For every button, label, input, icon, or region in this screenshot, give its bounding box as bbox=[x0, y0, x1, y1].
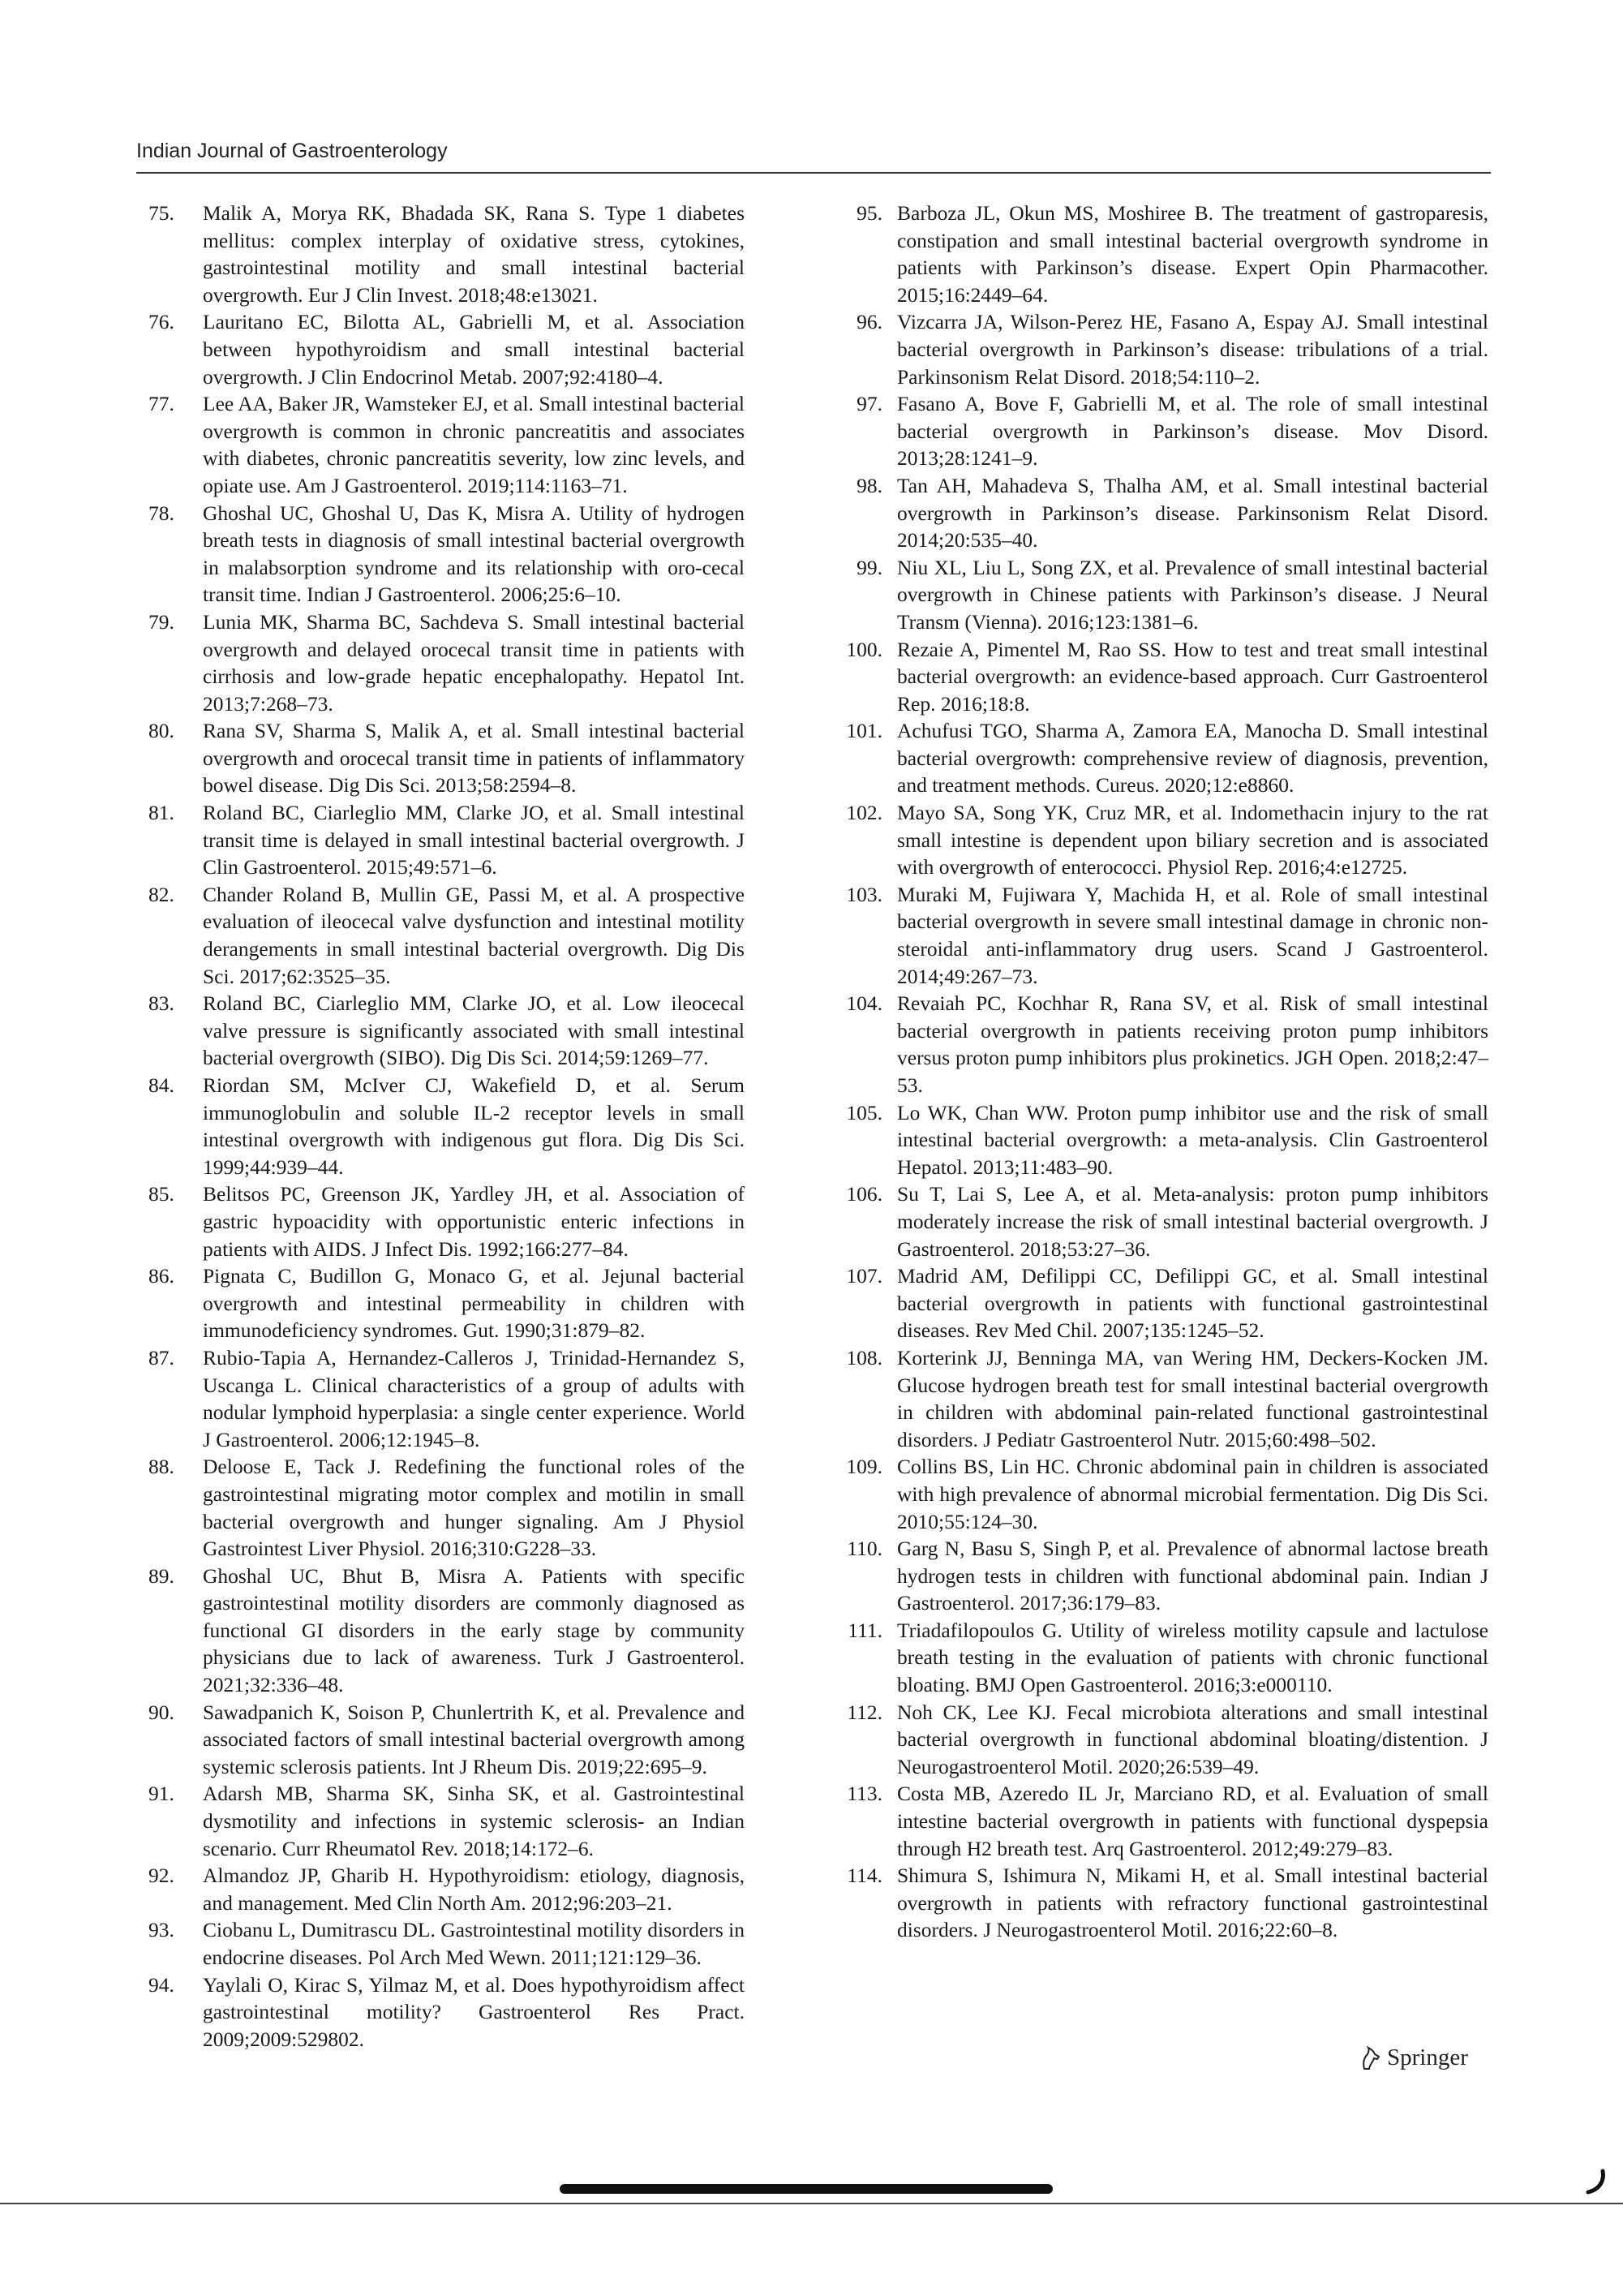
reference-item bbox=[844, 1099, 1488, 1181]
references-right-column bbox=[844, 200, 1488, 1944]
reference-item bbox=[148, 1862, 745, 1916]
reference-text: Sawadpanich K, Soison P, Chunlertrith K, et al. Prevalence and associated factors of small intestinal bacterial overgrowth among systemic sclerosis patients. Int J Rheum Dis. 2019;22:695–9. bbox=[203, 1700, 745, 1778]
reference-item bbox=[148, 1916, 745, 1971]
reference-item bbox=[844, 881, 1488, 990]
reference-number: 76. bbox=[148, 310, 174, 334]
reference-item bbox=[844, 1699, 1488, 1781]
reference-number: 82. bbox=[148, 882, 174, 906]
reference-text: Belitsos PC, Greenson JK, Yardley JH, et al. Association of gastric hypoacidity with opportunistic enteric infections in patients with AIDS. J Infect Dis. 1992;166:277–84. bbox=[203, 1182, 745, 1261]
reference-number: 106. bbox=[846, 1182, 882, 1206]
back-gesture-icon[interactable] bbox=[1583, 2168, 1609, 2197]
reference-text: Lunia MK, Sharma BC, Sachdeva S. Small intestinal bacterial overgrowth and delayed orocecal transit time in patients with cirrhosis and low-grade hepatic encephalopathy. Hepatol Int. 2013;7:268–73. bbox=[203, 609, 745, 716]
reference-number: 111. bbox=[848, 1618, 882, 1642]
reference-text: Garg N, Basu S, Singh P, et al. Prevalence of abnormal lactose breath hydrogen tests in children with functional abdominal pain. Indian J Gastroenterol. 2017;36:179–83. bbox=[897, 1537, 1488, 1615]
reference-text: Shimura S, Ishimura N, Mikami H, et al. Small intestinal bacterial overgrowth in patients with refractory functional gastrointestinal disorders. J Neurogastroenterol Motil. 2016;22:60–8. bbox=[897, 1864, 1488, 1942]
reference-item bbox=[148, 1072, 745, 1180]
reference-item bbox=[844, 990, 1488, 1099]
reference-number: 92. bbox=[148, 1864, 174, 1888]
reference-text: Almandoz JP, Gharib H. Hypothyroidism: etiology, diagnosis, and management. Med Clin North Am. 2012;96:203–21. bbox=[203, 1864, 745, 1915]
reference-text: Lauritano EC, Bilotta AL, Gabrielli M, et al. Association between hypothyroidism and small intestinal bacterial overgrowth. J Clin Endocrinol Metab. 2007;92:4180–4. bbox=[203, 310, 745, 389]
reference-text: Lo WK, Chan WW. Proton pump inhibitor use and the risk of small intestinal bacterial overgrowth: a meta-analysis. Clin Gastroenterol Hepatol. 2013;11:483–90. bbox=[897, 1100, 1488, 1179]
reference-text: Revaiah PC, Kochhar R, Rana SV, et al. Risk of small intestinal bacterial overgrowth in patients receiving proton pump inhibitors versus proton pump inhibitors plus prokinetics. JGH Open. 2018;2:47–53. bbox=[897, 991, 1488, 1097]
reference-text: Roland BC, Ciarleglio MM, Clarke JO, et al. Low ileocecal valve pressure is significantly associated with small intestinal bacterial overgrowth (SIBO). Dig Dis Sci. 2014;59:1269–77. bbox=[203, 991, 745, 1070]
publisher-logo bbox=[1359, 2044, 1468, 2071]
reference-item bbox=[148, 1971, 745, 2053]
reference-text: Niu XL, Liu L, Song ZX, et al. Prevalence of small intestinal bacterial overgrowth in Chinese patients with Parkinson’s disease. J Neural Transm (Vienna). 2016;123:1381–6. bbox=[897, 555, 1488, 634]
reference-item bbox=[844, 1535, 1488, 1617]
reference-text: Noh CK, Lee KJ. Fecal microbiota alterations and small intestinal bacterial overgrowth in functional abdominal bloating/distention. J Neurogastroenterol Motil. 2020;26:539–49. bbox=[897, 1700, 1488, 1778]
reference-number: 107. bbox=[846, 1264, 882, 1288]
reference-text: Madrid AM, Defilippi CC, Defilippi GC, et al. Small intestinal bacterial overgrowth in patients with functional gastrointestinal diseases. Rev Med Chil. 2007;135:1245–52. bbox=[897, 1264, 1488, 1343]
home-indicator-bar[interactable] bbox=[560, 2184, 1053, 2194]
reference-number: 80. bbox=[148, 719, 174, 743]
reference-text: Rezaie A, Pimentel M, Rao SS. How to test and treat small intestinal bacterial overgrowth: an evidence-based approach. Curr Gastroenterol Rep. 2016;18:8. bbox=[897, 637, 1488, 716]
reference-text: Costa MB, Azeredo IL Jr, Marciano RD, et al. Evaluation of small intestine bacterial overgrowth in patients with functional dyspepsia through H2 breath test. Arq Gastroenterol. 2012;49:279–83. bbox=[897, 1782, 1488, 1860]
reference-item bbox=[148, 990, 745, 1072]
reference-number: 86. bbox=[148, 1264, 174, 1288]
reference-number: 114. bbox=[847, 1864, 882, 1888]
reference-text: Lee AA, Baker JR, Wamsteker EJ, et al. Small intestinal bacterial overgrowth is common in chronic pancreatitis and associates with diabetes, chronic pancreatitis severity, low zinc levels, and opiate use. Am J Gastroenterol. 2019;114:1163–71. bbox=[203, 392, 745, 497]
reference-text: Pignata C, Budillon G, Monaco G, et al. Jejunal bacterial overgrowth and intestinal permeability in children with immunodeficiency syndromes. Gut. 1990;31:879–82. bbox=[203, 1264, 745, 1343]
reference-number: 97. bbox=[857, 392, 882, 416]
reference-text: Malik A, Morya RK, Bhadada SK, Rana S. Type 1 diabetes mellitus: complex interplay of oxidative stress, cytokines, gastrointestinal motility and small intestinal bacterial overgrowth. Eur J Clin Invest. 2018;48:e13021. bbox=[203, 201, 745, 307]
reference-item bbox=[148, 717, 745, 799]
reference-number: 90. bbox=[148, 1700, 174, 1724]
reference-text: Collins BS, Lin HC. Chronic abdominal pain in children is associated with high prevalence of abnormal microbial fermentation. Dig Dis Sci. 2010;55:124–30. bbox=[897, 1455, 1488, 1533]
reference-number: 89. bbox=[148, 1563, 174, 1588]
reference-item bbox=[844, 1617, 1488, 1699]
reference-number: 94. bbox=[148, 1972, 174, 1997]
reference-item bbox=[148, 1563, 745, 1699]
reference-text: Ciobanu L, Dumitrascu DL. Gastrointestinal motility disorders in endocrine diseases. Pol Arch Med Wewn. 2011;121:129–36. bbox=[203, 1918, 745, 1969]
reference-item bbox=[844, 554, 1488, 636]
reference-text: Ghoshal UC, Ghoshal U, Das K, Misra A. Utility of hydrogen breath tests in diagnosis of small intestinal bacterial overgrowth in malabsorption syndrome and its relationship with oro-cecal transit time. Indian J Gastroenterol. 2006;25:6–10. bbox=[203, 501, 745, 607]
reference-number: 96. bbox=[857, 310, 882, 334]
reference-number: 101. bbox=[846, 719, 882, 743]
reference-text: Rubio-Tapia A, Hernandez-Calleros J, Trinidad-Hernandez S, Uscanga L. Clinical characteristics of a group of adults with nodular lymphoid hyperplasia: a single center experience. World J Gastroenterol. 2006;12:1945–8. bbox=[203, 1345, 745, 1451]
reference-item bbox=[148, 1180, 745, 1262]
reference-number: 100. bbox=[846, 637, 882, 661]
reference-item bbox=[844, 1862, 1488, 1944]
reference-number: 113. bbox=[847, 1782, 882, 1806]
reference-item bbox=[844, 1344, 1488, 1453]
reference-text: Chander Roland B, Mullin GE, Passi M, et al. A prospective evaluation of ileocecal valve dysfunction and intestinal motility derangements in small intestinal bacterial overgrowth. Dig Dis Sci. 2017;62:3525–35. bbox=[203, 882, 745, 988]
reference-number: 103. bbox=[846, 882, 882, 906]
reference-item bbox=[148, 1344, 745, 1453]
reference-item bbox=[148, 608, 745, 717]
reference-number: 99. bbox=[857, 555, 882, 579]
references-left-column bbox=[148, 200, 745, 2053]
reference-item bbox=[148, 200, 745, 308]
reference-text: Barboza JL, Okun MS, Moshiree B. The treatment of gastroparesis, constipation and small intestinal bacterial overgrowth syndrome in patients with Parkinson’s disease. Expert Opin Pharmacother. 2015;16:2449–64. bbox=[897, 201, 1488, 307]
reference-number: 98. bbox=[857, 473, 882, 497]
reference-number: 84. bbox=[148, 1073, 174, 1097]
reference-text: Ghoshal UC, Bhut B, Misra A. Patients with specific gastrointestinal motility disorders are commonly diagnosed as functional GI disorders in the early stage by community physicians due to lack of awareness. Turk J Gastroenterol. 2021;32:336–48. bbox=[203, 1563, 745, 1697]
reference-number: 91. bbox=[148, 1782, 174, 1806]
reference-item bbox=[844, 200, 1488, 308]
reference-text: Su T, Lai S, Lee A, et al. Meta-analysis: proton pump inhibitors moderately increase the risk of small intestinal bacterial overgrowth. J Gastroenterol. 2018;53:27–36. bbox=[897, 1182, 1488, 1261]
reference-item bbox=[148, 1262, 745, 1344]
reference-item bbox=[148, 1699, 745, 1781]
reference-item bbox=[844, 1453, 1488, 1535]
reference-number: 85. bbox=[148, 1182, 174, 1206]
reference-item bbox=[148, 500, 745, 608]
reference-item bbox=[148, 390, 745, 499]
reference-text: Mayo SA, Song YK, Cruz MR, et al. Indomethacin injury to the rat small intestine is dependent upon biliary secretion and is associated with overgrowth of enterococci. Physiol Rep. 2016;4:e12725. bbox=[897, 801, 1488, 879]
reference-item bbox=[844, 1780, 1488, 1862]
reference-number: 87. bbox=[148, 1345, 174, 1369]
reference-text: Yaylali O, Kirac S, Yilmaz M, et al. Does hypothyroidism affect gastrointestinal motility? Gastroenterol Res Pract. 2009;2009:529802. bbox=[203, 1972, 745, 2051]
reference-item bbox=[844, 1180, 1488, 1262]
reference-text: Muraki M, Fujiwara Y, Machida H, et al. Role of small intestinal bacterial overgrowth in severe small intestinal damage in chronic non-steroidal anti-inflammatory drug users. Scand J Gastroenterol. 2014;49:267–73. bbox=[897, 882, 1488, 988]
reference-item bbox=[844, 1262, 1488, 1344]
reference-text: Adarsh MB, Sharma SK, Sinha SK, et al. Gastrointestinal dysmotility and infections in systemic sclerosis- an Indian scenario. Curr Rheumatol Rev. 2018;14:172–6. bbox=[203, 1782, 745, 1860]
reference-item bbox=[844, 636, 1488, 718]
reference-item bbox=[148, 881, 745, 990]
reference-number: 102. bbox=[846, 801, 882, 825]
reference-item bbox=[844, 308, 1488, 390]
reference-text: Korterink JJ, Benninga MA, van Wering HM, Deckers-Kocken JM. Glucose hydrogen breath test for small intestinal bacterial overgrowth in children with abdominal pain-related functional gastrointestinal disorders. J Pediatr Gastroenterol Nutr. 2015;60:498–502. bbox=[897, 1345, 1488, 1451]
reference-text: Fasano A, Bove F, Gabrielli M, et al. The role of small intestinal bacterial overgrowth in Parkinson’s disease. Mov Disord. 2013;28:1241–9. bbox=[897, 392, 1488, 471]
reference-number: 93. bbox=[148, 1918, 174, 1942]
reference-number: 81. bbox=[148, 801, 174, 825]
reference-number: 78. bbox=[148, 501, 174, 525]
reference-text: Rana SV, Sharma S, Malik A, et al. Small intestinal bacterial overgrowth and orocecal transit time in patients of inflammatory bowel disease. Dig Dis Sci. 2013;58:2594–8. bbox=[203, 719, 745, 798]
reference-number: 95. bbox=[857, 201, 882, 225]
reference-text: Roland BC, Ciarleglio MM, Clarke JO, et al. Small intestinal transit time is delayed in small intestinal bacterial overgrowth. J Clin Gastroenterol. 2015;49:571–6. bbox=[203, 801, 745, 879]
reference-number: 108. bbox=[846, 1345, 882, 1369]
reference-number: 112. bbox=[847, 1700, 882, 1724]
reference-item bbox=[844, 717, 1488, 799]
reference-text: Deloose E, Tack J. Redefining the functional roles of the gastrointestinal migrating motor complex and motilin in small bacterial overgrowth and hunger signaling. Am J Physiol Gastrointest Liver Physiol. 2016;310:G228–33. bbox=[203, 1455, 745, 1561]
journal-title: Indian Journal of Gastroenterology bbox=[136, 140, 448, 162]
reference-number: 104. bbox=[846, 991, 882, 1016]
reference-number: 83. bbox=[148, 991, 174, 1016]
springer-horse-icon bbox=[1359, 2046, 1380, 2070]
reference-item bbox=[844, 472, 1488, 554]
reference-text: Riordan SM, McIver CJ, Wakefield D, et al. Serum immunoglobulin and soluble IL-2 receptor levels in small intestinal overgrowth with indigenous gut flora. Dig Dis Sci. 1999;44:939–44. bbox=[203, 1073, 745, 1179]
reference-number: 77. bbox=[148, 392, 174, 416]
publisher-name: Springer bbox=[1387, 2044, 1468, 2070]
reference-item bbox=[844, 799, 1488, 881]
reference-text: Triadafilopoulos G. Utility of wireless motility capsule and lactulose breath testing in the evaluation of patients with chronic functional bloating. BMJ Open Gastroenterol. 2016;3:e000110. bbox=[897, 1618, 1488, 1697]
reference-item bbox=[148, 1780, 745, 1862]
header-rule bbox=[136, 172, 1491, 174]
reference-text: Tan AH, Mahadeva S, Thalha AM, et al. Small intestinal bacterial overgrowth in Parkinson’s disease. Parkinsonism Relat Disord. 2014;20:535–40. bbox=[897, 473, 1488, 553]
reference-number: 79. bbox=[148, 609, 174, 634]
reference-item bbox=[148, 308, 745, 390]
reference-number: 110. bbox=[847, 1537, 882, 1561]
reference-item bbox=[148, 1453, 745, 1562]
reference-number: 109. bbox=[846, 1455, 882, 1479]
toolbar-divider bbox=[0, 2203, 1623, 2204]
reference-text: Achufusi TGO, Sharma A, Zamora EA, Manocha D. Small intestinal bacterial overgrowth: comprehensive review of diagnosis, prevention, and treatment methods. Cureus. 2020;12:e8860. bbox=[897, 719, 1488, 798]
reference-number: 88. bbox=[148, 1455, 174, 1479]
reference-item bbox=[844, 390, 1488, 472]
reference-text: Vizcarra JA, Wilson-Perez HE, Fasano A, Espay AJ. Small intestinal bacterial overgrowth in Parkinson’s disease: tribulations of a trial. Parkinsonism Relat Disord. 2018;54:110–2. bbox=[897, 310, 1488, 389]
reference-number: 105. bbox=[846, 1100, 882, 1124]
reference-number: 75. bbox=[148, 201, 174, 225]
reference-item bbox=[148, 799, 745, 881]
